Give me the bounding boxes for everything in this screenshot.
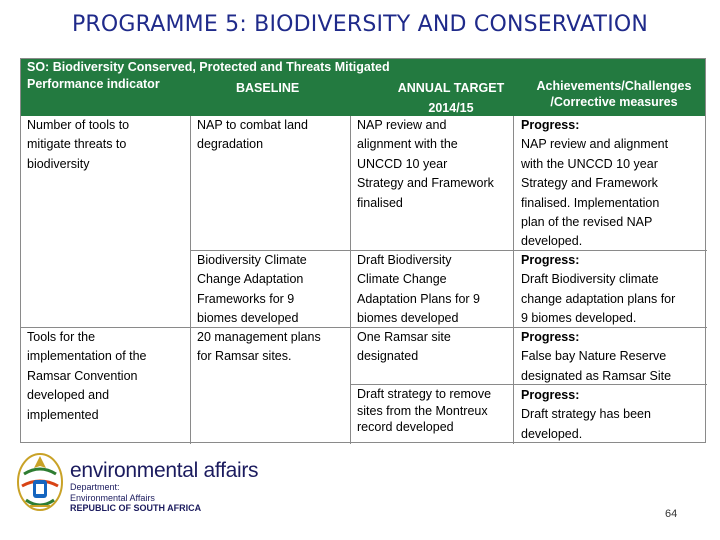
baseline-text: Biodiversity Climate <box>197 253 307 267</box>
baseline-text: for Ramsar sites. <box>197 349 292 364</box>
indicator-text: implemented <box>27 407 99 422</box>
target-text: NAP review and <box>357 118 447 132</box>
target-text: record developed <box>357 420 454 434</box>
achievement-text: 9 biomes developed. <box>521 311 637 326</box>
baseline-text: NAP to combat land <box>197 118 308 132</box>
achievement-cell <box>521 251 707 329</box>
target-cell <box>357 251 513 329</box>
department-lines <box>70 482 201 514</box>
achievement-text: NAP review and alignment <box>521 137 669 152</box>
achievement-cell <box>521 386 707 444</box>
target-text: Draft strategy to remove <box>357 387 492 401</box>
achievement-cell <box>521 328 707 386</box>
target-text: UNCCD 10 year <box>357 156 448 171</box>
target-text: biomes developed <box>357 311 459 326</box>
indicator-text: Ramsar Convention <box>27 368 138 383</box>
indicator-cell-2 <box>27 328 187 425</box>
baseline-text: Frameworks for 9 <box>197 291 295 306</box>
progress-label: Progress: <box>521 118 580 132</box>
indicator-cell-1 <box>27 116 187 174</box>
baseline-cell <box>197 328 347 367</box>
baseline-text: Change Adaptation <box>197 272 304 287</box>
achievement-text: developed. <box>521 234 583 249</box>
header-baseline: BASELINE <box>236 81 300 95</box>
header-annual-target-line1: ANNUAL TARGET <box>397 81 505 95</box>
achievement-text: with the UNCCD 10 year <box>521 156 658 171</box>
column-divider <box>190 116 191 444</box>
achievement-text: developed. <box>521 426 583 441</box>
target-text: finalised <box>357 195 403 210</box>
dept-line: Department: <box>70 482 120 492</box>
indicator-text: Tools for the <box>27 330 96 344</box>
header-achievements <box>521 78 707 110</box>
column-divider <box>513 116 514 444</box>
achievement-text: False bay Nature Reserve <box>521 349 667 364</box>
header-annual-target <box>371 80 531 117</box>
table-header <box>21 59 705 116</box>
slide-title: PROGRAMME 5: BIODIVERSITY AND CONSERVATION <box>71 12 649 37</box>
baseline-text: degradation <box>197 137 264 152</box>
brand-name: environmental affairs <box>70 459 259 482</box>
achievement-text: Draft strategy has been <box>521 407 651 422</box>
indicator-text: Number of tools to <box>27 118 130 132</box>
so-title: SO: Biodiversity Conserved, Protected and Threats Mitigated <box>27 60 390 74</box>
achievement-text: plan of the revised NAP <box>521 215 653 230</box>
page-number: 64 <box>665 508 678 520</box>
header-achievements-line1: Achievements/Challenges <box>536 79 692 93</box>
achievement-text: designated as Ramsar Site <box>521 368 672 383</box>
target-text: One Ramsar site <box>357 330 451 344</box>
baseline-cell <box>197 251 347 329</box>
progress-label: Progress: <box>521 388 580 402</box>
performance-table <box>20 58 706 443</box>
progress-label: Progress: <box>521 253 580 267</box>
baseline-cell <box>197 116 347 155</box>
achievement-text: change adaptation plans for <box>521 291 676 306</box>
indicator-text: biodiversity <box>27 156 90 171</box>
dept-line: REPUBLIC OF SOUTH AFRICA <box>70 503 202 513</box>
target-text: designated <box>357 349 419 364</box>
target-text: Strategy and Framework <box>357 176 494 191</box>
target-cell <box>357 116 513 213</box>
target-text: Climate Change <box>357 272 447 287</box>
target-text: Adaptation Plans for 9 <box>357 291 480 306</box>
achievement-text: Strategy and Framework <box>521 176 658 191</box>
indicator-text: developed and <box>27 388 110 403</box>
target-cell <box>357 386 513 436</box>
target-text: Draft Biodiversity <box>357 253 452 267</box>
baseline-text: biomes developed <box>197 311 299 326</box>
target-cell <box>357 328 513 367</box>
target-text: sites from the Montreux <box>357 403 488 418</box>
target-text: alignment with the <box>357 137 458 152</box>
achievement-cell <box>521 116 707 252</box>
indicator-text: mitigate threats to <box>27 137 127 152</box>
baseline-text: 20 management plans <box>197 330 321 344</box>
progress-label: Progress: <box>521 330 580 344</box>
coat-of-arms-icon <box>18 454 62 510</box>
header-annual-target-line2: 2014/15 <box>428 101 474 115</box>
column-divider <box>350 116 351 444</box>
header-performance-indicator: Performance indicator <box>27 77 160 91</box>
dept-line: Environmental Affairs <box>70 492 155 503</box>
achievement-text: Draft Biodiversity climate <box>521 272 659 287</box>
header-achievements-line2: /Corrective measures <box>550 95 678 109</box>
indicator-text: implementation of the <box>27 349 147 364</box>
achievement-text: finalised. Implementation <box>521 195 660 210</box>
